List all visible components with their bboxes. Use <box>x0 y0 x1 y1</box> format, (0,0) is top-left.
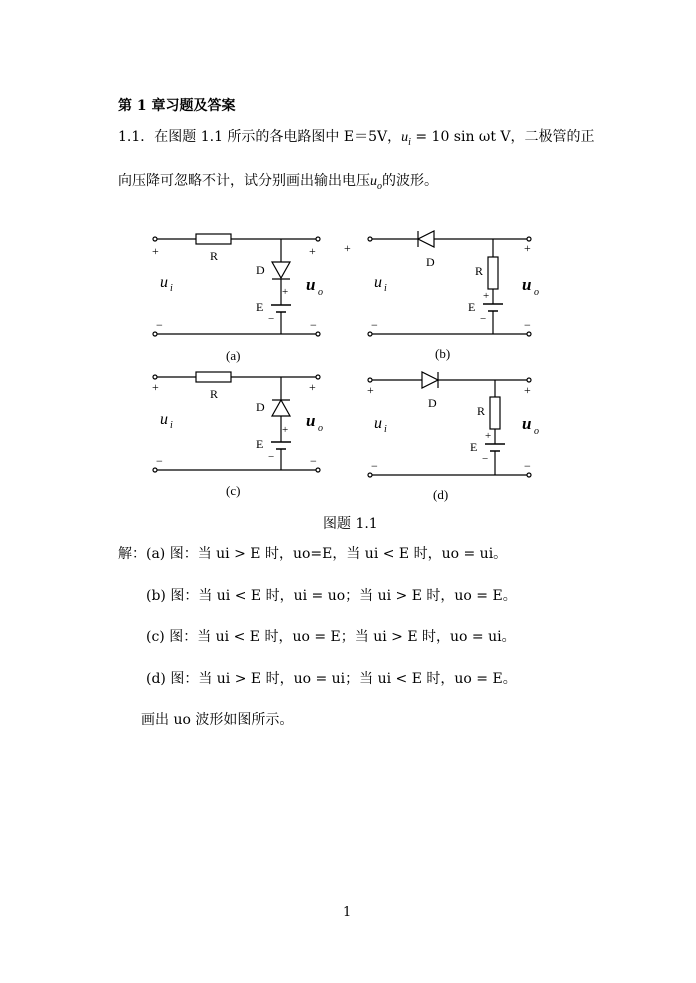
circuit-d <box>368 372 531 477</box>
battery-plus-b: + <box>483 290 490 302</box>
output-sub-a: o <box>318 287 323 298</box>
battery-plus-c: + <box>282 424 289 436</box>
circuit-c <box>153 372 320 472</box>
solution-line-a <box>118 545 507 563</box>
input-var-b: u <box>374 274 382 291</box>
figure-caption: 图题 1.1 <box>323 516 378 532</box>
eq-var: u <box>401 130 409 145</box>
eq-rest: = 10 sin ωt V，二极管的正 <box>410 129 595 145</box>
minus-in-a: − <box>156 318 163 332</box>
diode-label-b: D <box>426 255 435 269</box>
battery-plus-d: + <box>485 430 492 442</box>
label-b: (b) <box>435 346 451 361</box>
eq-sub: i <box>408 136 411 148</box>
solution-prefix: 解： <box>118 546 146 562</box>
circuit-b <box>368 231 531 336</box>
battery-label-c: E <box>256 437 264 451</box>
minus-in-c: − <box>156 454 163 468</box>
line2-a: 向压降可忽略不计，试分别画出输出电压 <box>118 173 370 189</box>
diode-label-d: D <box>428 396 437 410</box>
plus-out-d: + <box>524 383 531 397</box>
chapter-heading: 第 1 章习题及答案 <box>118 98 236 114</box>
battery-plus-a: + <box>282 286 289 298</box>
minus-in-b: − <box>371 318 378 332</box>
resistor-label-c: R <box>210 387 219 401</box>
input-sub-a: i <box>170 283 173 294</box>
battery-label-b: E <box>468 300 476 314</box>
output-var-b: u <box>522 275 532 294</box>
minus-out-c: − <box>310 454 317 468</box>
output-sub-d: o <box>534 426 539 437</box>
label-a: (a) <box>226 348 241 363</box>
battery-minus-d: − <box>482 453 489 465</box>
minus-out-a: − <box>310 318 317 332</box>
solution-final: 画出 uo 波形如图所示。 <box>141 712 294 728</box>
resistor-b <box>488 257 498 289</box>
battery-minus-a: − <box>268 313 275 325</box>
battery-label-a: E <box>256 300 264 314</box>
plus-in-a: + <box>152 244 159 258</box>
input-sub-d: i <box>384 424 387 435</box>
battery-label-d: E <box>470 440 478 454</box>
minus-out-b: − <box>524 318 531 332</box>
output-var-a: u <box>306 275 316 294</box>
resistor-a <box>196 234 231 244</box>
problem-number: 1.1． <box>118 129 155 145</box>
plus-out-c: + <box>309 380 316 394</box>
solution-a: (a) 图：当 ui > E 时，uo=E，当 ui < E 时，uo = ui。 <box>146 546 508 562</box>
plus-out-b: + <box>524 241 531 255</box>
output-var-d: u <box>522 414 532 433</box>
plus-in-b: + <box>344 241 351 255</box>
resistor-label-b: R <box>475 264 484 278</box>
resistor-label-d: R <box>477 404 486 418</box>
line2-b: 的波形。 <box>382 173 438 189</box>
solution-b: (b) 图：当 ui < E 时，ui = uo；当 ui > E 时，uo = E。 <box>146 588 517 604</box>
solution-d: (d) 图：当 ui > E 时，uo = ui；当 ui < E 时，uo = E。 <box>146 671 517 687</box>
diode-label-c: D <box>256 400 265 414</box>
line2-var: u <box>370 174 377 189</box>
minus-out-d: − <box>524 459 531 473</box>
diode-b <box>418 231 434 247</box>
solution-c: (c) 图：当 ui < E 时，uo = E；当 ui > E 时，uo = ui。 <box>146 629 516 645</box>
diode-label-a: D <box>256 263 265 277</box>
circuit-a <box>153 234 320 336</box>
input-var-c: u <box>160 411 168 428</box>
label-c: (c) <box>226 483 241 498</box>
plus-in-c: + <box>152 380 159 394</box>
input-sub-b: i <box>384 283 387 294</box>
line2-sub: o <box>377 180 382 192</box>
problem-intro: 在图题 1.1 所示的各电路图中 E＝5V， <box>154 129 402 145</box>
diode-a <box>272 262 290 278</box>
input-sub-c: i <box>170 420 173 431</box>
diode-d <box>422 372 438 388</box>
output-var-c: u <box>306 411 316 430</box>
input-var-d: u <box>374 415 382 432</box>
resistor-d <box>490 397 500 429</box>
label-d: (d) <box>433 487 449 502</box>
page-number: 1 <box>343 905 352 920</box>
battery-minus-b: − <box>480 313 487 325</box>
minus-in-d: − <box>371 459 378 473</box>
output-sub-b: o <box>534 287 539 298</box>
input-var-a: u <box>160 274 168 291</box>
battery-minus-c: − <box>268 451 275 463</box>
plus-in-d: + <box>367 383 374 397</box>
output-sub-c: o <box>318 423 323 434</box>
resistor-c <box>196 372 231 382</box>
resistor-label-a: R <box>210 249 219 263</box>
diode-c <box>272 400 290 416</box>
plus-out-a: + <box>309 244 316 258</box>
